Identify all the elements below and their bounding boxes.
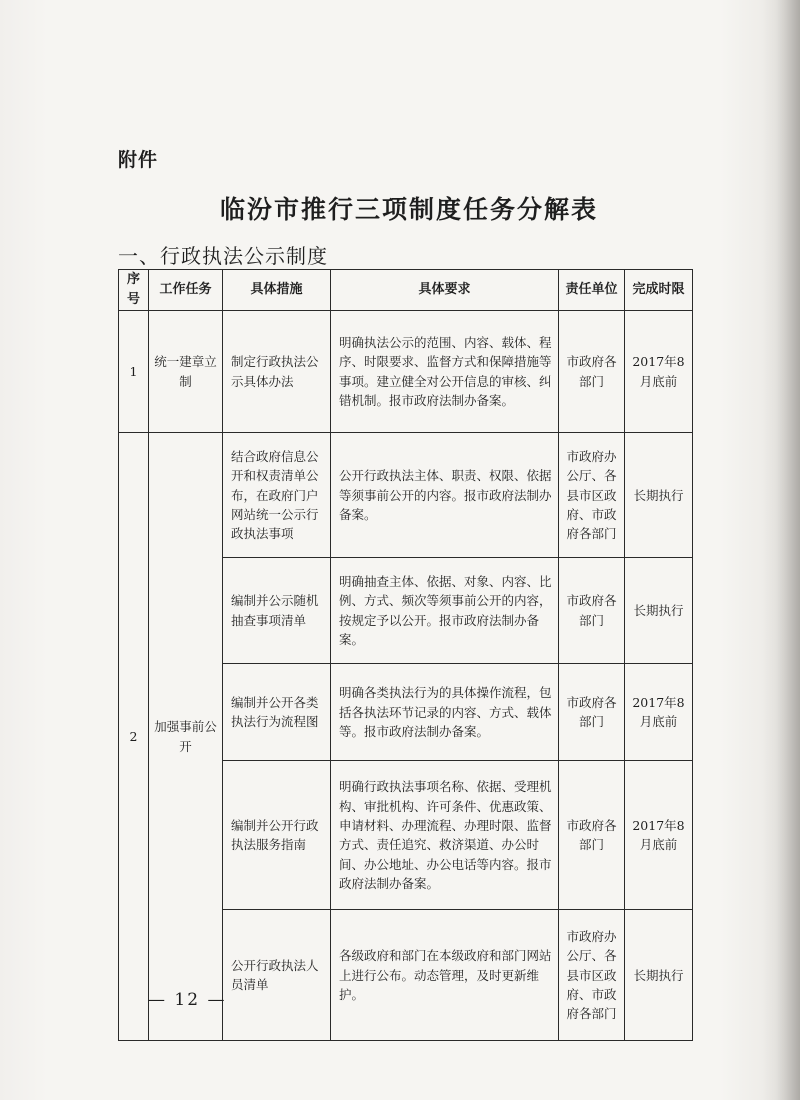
header-task: 工作任务 xyxy=(149,270,223,311)
requirement-cell: 明确执法公示的范围、内容、载体、程序、时限要求、监督方式和保障措施等事项。建立健全对公开信息的审核、纠错机制。报市政府法制办备案。 xyxy=(331,311,559,433)
deadline-cell: 2017年8月底前 xyxy=(625,664,693,761)
header-measure: 具体措施 xyxy=(223,270,331,311)
row-number: 1 xyxy=(119,311,149,433)
page-number: — 12 — xyxy=(148,990,227,1010)
requirement-cell: 各级政府和部门在本级政府和部门网站上进行公布。动态管理，及时更新维护。 xyxy=(331,910,559,1041)
section-heading: 一、行政执法公示制度 xyxy=(118,244,328,268)
task-table xyxy=(118,269,693,1041)
unit-cell: 市政府各部门 xyxy=(559,311,625,433)
header-unit: 责任单位 xyxy=(559,270,625,311)
unit-cell: 市政府各部门 xyxy=(559,761,625,910)
deadline-cell: 2017年8月底前 xyxy=(625,761,693,910)
unit-cell: 市政府办公厅、各县市区政府、市政府各部门 xyxy=(559,910,625,1041)
deadline-cell: 长期执行 xyxy=(625,433,693,558)
measure-cell: 编制并公示随机抽查事项清单 xyxy=(223,558,331,664)
table-header-row xyxy=(119,270,693,311)
attachment-label: 附件 xyxy=(118,149,159,171)
requirement-cell: 明确各类执法行为的具体操作流程，包括各执法环节记录的内容、方式、载体等。报市政府法制办备案。 xyxy=(331,664,559,761)
unit-cell: 市政府办公厅、各县市区政府、市政府各部门 xyxy=(559,433,625,558)
table-row xyxy=(119,433,693,558)
work-task: 统一建章立制 xyxy=(149,311,223,433)
deadline-cell: 长期执行 xyxy=(625,910,693,1041)
header-requirement: 具体要求 xyxy=(331,270,559,311)
table-row xyxy=(119,311,693,433)
deadline-cell: 2017年8月底前 xyxy=(625,311,693,433)
requirement-cell: 明确抽查主体、依据、对象、内容、比例、方式、频次等须事前公开的内容，按规定予以公开。报市政府法制办备案。 xyxy=(331,558,559,664)
work-task: 加强事前公开 xyxy=(149,433,223,1041)
header-deadline: 完成时限 xyxy=(625,270,693,311)
deadline-cell: 长期执行 xyxy=(625,558,693,664)
header-num: 序号 xyxy=(119,270,149,311)
unit-cell: 市政府各部门 xyxy=(559,558,625,664)
requirement-cell: 公开行政执法主体、职责、权限、依据等须事前公开的内容。报市政府法制办备案。 xyxy=(331,433,559,558)
measure-cell: 结合政府信息公开和权责清单公布，在政府门户网站统一公示行政执法事项 xyxy=(223,433,331,558)
row-number: 2 xyxy=(119,433,149,1041)
measure-cell: 编制并公开各类执法行为流程图 xyxy=(223,664,331,761)
document-title: 临汾市推行三项制度任务分解表 xyxy=(219,195,598,224)
page-edge-shadow xyxy=(762,0,800,1100)
measure-cell: 公开行政执法人员清单 xyxy=(223,910,331,1041)
requirement-cell: 明确行政执法事项名称、依据、受理机构、审批机构、许可条件、优惠政策、申请材料、办理流程、办理时限、监督方式、责任追究、救济渠道、办公时间、办公地址、办公电话等内容。报市政府法制办备案。 xyxy=(331,761,559,910)
measure-cell: 编制并公开行政执法服务指南 xyxy=(223,761,331,910)
measure-cell: 制定行政执法公示具体办法 xyxy=(223,311,331,433)
unit-cell: 市政府各部门 xyxy=(559,664,625,761)
